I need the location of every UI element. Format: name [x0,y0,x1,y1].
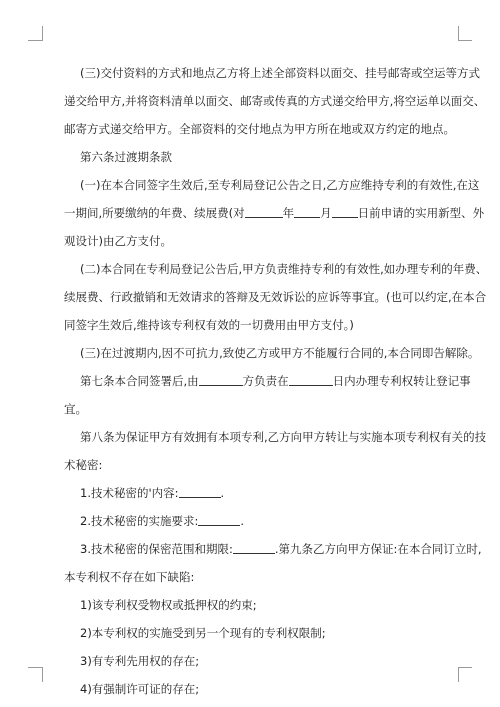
text-segment: 年 [282,206,295,220]
crop-mark-bottom-right-h [458,667,472,668]
para-transition-1-line-1: (一)在本合同签字生效后,至专利局登记公告之日,乙方应维持专利的有效性,在这 [80,178,480,192]
para-delivery-line-1: (三)交付资料的方式和地点乙方将上述全部资料以面交、挂号邮寄或空运等方式 [80,66,480,80]
crop-mark-top-left-h [28,40,42,41]
text-segment: . [240,514,245,528]
defect-item-4: 4)有强制许可证的存在; [80,682,200,696]
defect-item-1: 1)该专利权受物权或抵押权的约束; [80,598,257,612]
crop-mark-top-right-v [458,26,459,41]
blank-days [289,374,333,386]
secret-item-1 [80,486,224,500]
blank-secret-scope [233,542,275,554]
secret-item-2 [80,514,244,528]
text-segment: 方负责在 [242,374,289,388]
text-segment: . [220,486,225,500]
article-9-line-2: 本专利权不存在如下缺陷: [64,570,195,584]
article-6-heading: 第六条过渡期条款 [80,150,172,164]
para-transition-1-line-3: 观设计)由乙方支付。 [64,234,172,248]
article-8-line-2: 术秘密: [64,458,103,472]
text-segment: 一期间,所要缴纳的年费、续展费(对 [64,206,245,220]
blank-day [332,206,358,218]
para-delivery-line-2: 递交给甲方,并将资料清单以面交、邮寄或传真的方式递交给甲方,将空运单以面交、 [64,94,486,108]
text-segment: 月 [320,206,332,220]
para-transition-2-line-2: 续展费、行政撤销和无效请求的答辩及无效诉讼的应诉等事宜。(也可以约定,在本合 [64,290,487,304]
defect-item-3: 3)有专利先用权的存在; [80,654,200,668]
article-7-line-2: 宜。 [64,402,87,416]
blank-party [199,374,243,386]
para-transition-1-line-2 [64,206,484,220]
para-transition-3: (三)在过渡期内,因不可抗力,致使乙方或甲方不能履行合同的,本合同即告解除。 [80,346,480,360]
text-segment: 第七条本合同签署后,由 [80,374,199,388]
blank-month [294,206,320,218]
crop-mark-bottom-left-h [28,667,42,668]
para-transition-2-line-1: (二)本合同在专利局登记公告后,甲方负责维持专利的有效性,如办理专利的年费、 [80,262,488,276]
article-8-line-1: 第八条为保证甲方有效拥有本项专利,乙方向甲方转让与实施本项专利权有关的技 [80,430,487,444]
blank-secret-content [179,486,221,498]
blank-year [245,206,283,218]
crop-mark-bottom-right-v [458,667,459,682]
text-segment: 日内办理专利权转让登记事 [332,374,471,388]
text-segment: .第九条乙方向甲方保证:在本合同订立时, [274,542,482,556]
para-delivery-line-3: 邮寄方式递交给甲方。全部资料的交付地点为甲方所在地或双方约定的地点。 [64,122,455,136]
text-segment: 2.技术秘密的实施要求: [80,514,199,528]
blank-secret-requirements [198,514,240,526]
para-transition-2-line-3: 同签字生效后,维持该专利权有效的一切费用由甲方支付。) [64,318,354,332]
text-segment: 3.技术秘密的保密范围和期限: [80,542,233,556]
crop-mark-bottom-left-v [42,667,43,682]
crop-mark-top-right-h [458,40,472,41]
secret-item-3 [80,542,482,556]
text-segment: 日前申请的实用新型、外 [357,206,485,220]
crop-mark-top-left-v [42,26,43,41]
defect-item-2: 2)本专利权的实施受到另一个现有的专利权限制; [80,626,326,640]
article-7-line-1 [80,374,471,388]
text-segment: 1.技术秘密的'内容: [80,486,179,500]
